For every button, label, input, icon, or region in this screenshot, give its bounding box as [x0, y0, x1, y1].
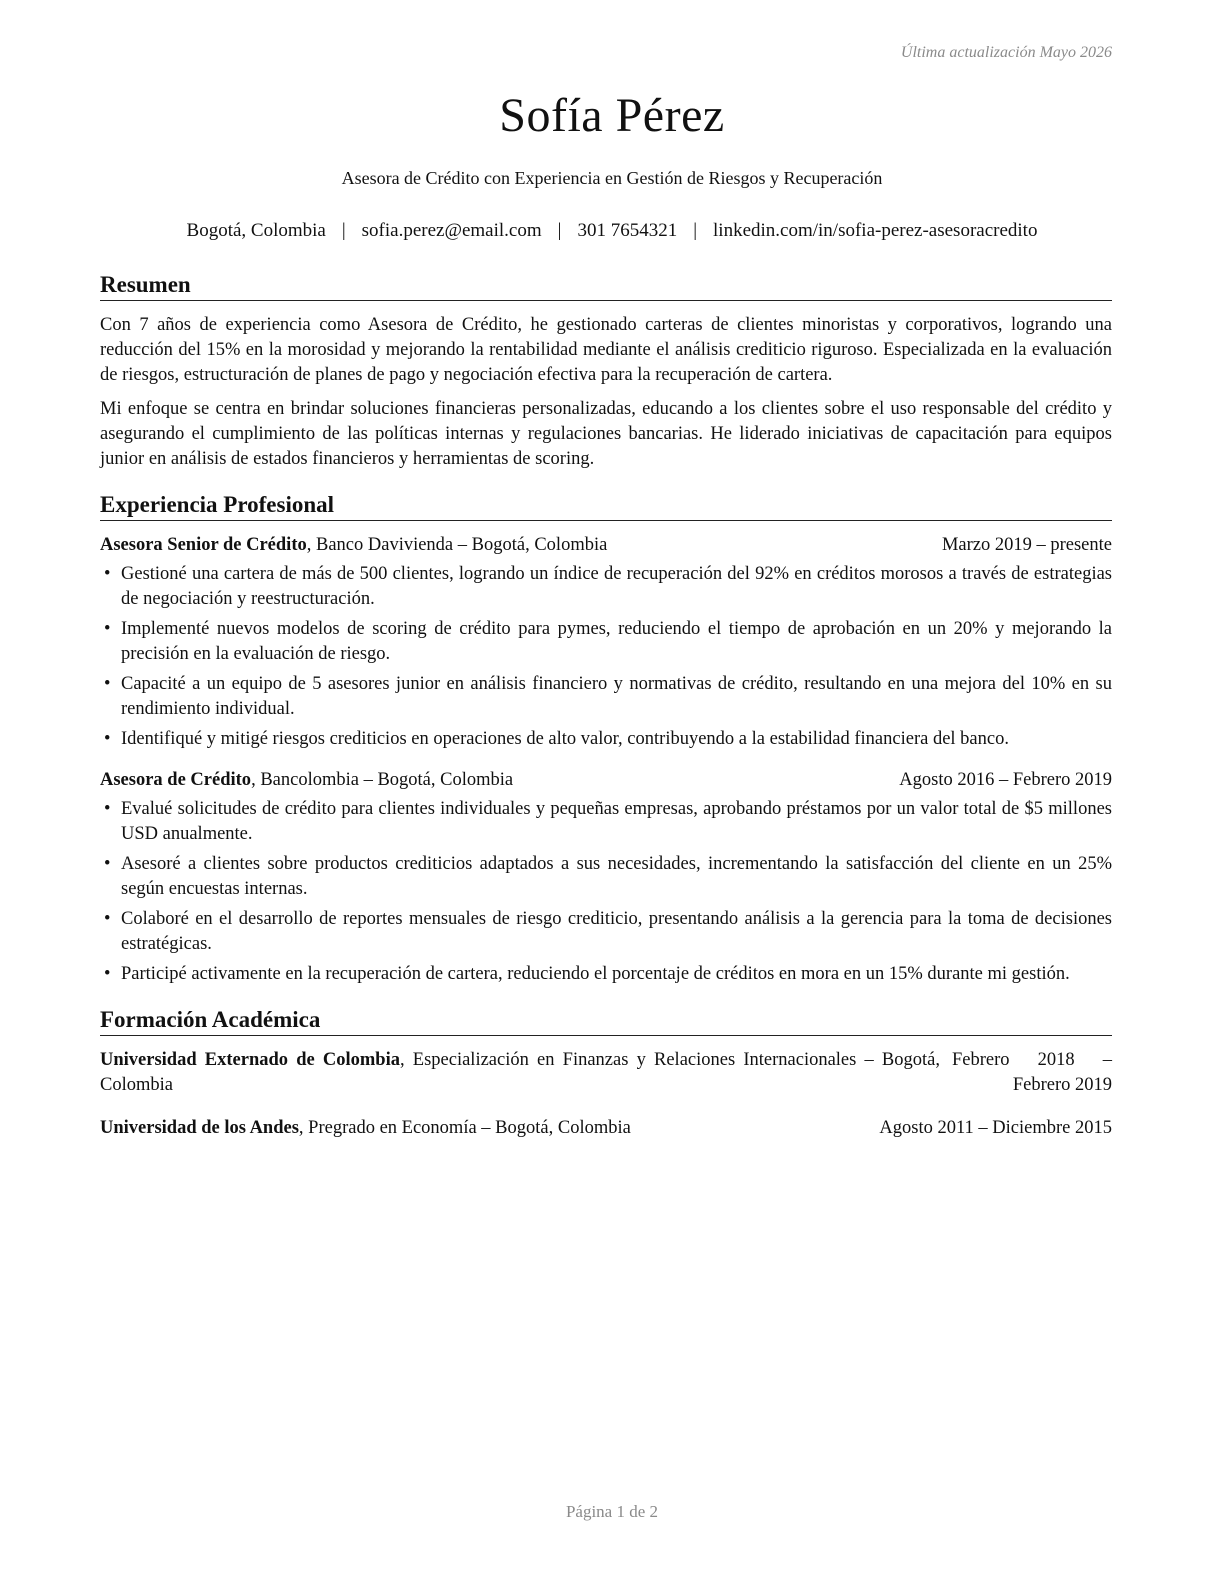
- education-institution: Universidad de los Andes: [100, 1118, 299, 1138]
- contact-separator: |: [341, 220, 346, 241]
- job-bullets: [100, 797, 1112, 987]
- contact-separator: |: [557, 220, 562, 241]
- list-item: [100, 907, 1112, 957]
- education-header: [100, 1048, 1112, 1098]
- contact-line: [0, 220, 1224, 242]
- job-role: Asesora de Crédito: [100, 770, 252, 790]
- education-detail: , Especialización en Finanzas y Relaciones Internacionales – Bogotá, Colombia: [100, 1050, 940, 1095]
- bullet-icon: •: [104, 729, 111, 749]
- job-title-line: [100, 768, 869, 793]
- education-institution: Universidad Externado de Colombia: [100, 1050, 400, 1070]
- bullet-text: Participé activamente en la recuperación de cartera, reduciendo el porcentaje de créditos en mora en un 15% durante mi gestión.: [121, 964, 1070, 984]
- job-role: Asesora Senior de Crédito: [100, 535, 307, 555]
- section-title-experience: Experiencia Profesional: [100, 490, 1112, 521]
- list-item: [100, 727, 1112, 752]
- bullet-text: Asesoré a clientes sobre productos crediticios adaptados a sus necesidades, incrementando la satisfacción del cliente en un 25% según encuestas internas.: [121, 854, 1112, 899]
- job-company: , Bancolombia – Bogotá, Colombia: [251, 770, 514, 790]
- job-entry: [100, 533, 1112, 752]
- candidate-name: Sofía Pérez: [499, 89, 725, 142]
- headline: Asesora de Crédito con Experiencia en Gestión de Riesgos y Recuperación: [341, 168, 883, 188]
- summary-paragraph: Con 7 años de experiencia como Asesora de Crédito, he gestionado carteras de clientes minoristas y corporativos, logrando una reducción del 15% en la morosidad y mejorando la rentabilidad mediante el análisis crediticio riguroso. Especializada en la evaluación de riesgos, estructuración de planes de pago y negociación efectiva para la recuperación de cartera.: [100, 315, 1112, 385]
- list-item: [100, 962, 1112, 987]
- list-item: [100, 852, 1112, 902]
- resume-body: [100, 270, 1112, 1159]
- bullet-icon: •: [104, 799, 111, 819]
- job-bullets: [100, 562, 1112, 752]
- job-dates: Marzo 2019 – presente: [941, 535, 1112, 555]
- last-updated: Última actualización Mayo 2026: [900, 44, 1112, 61]
- bullet-icon: •: [104, 619, 111, 639]
- education-entry: [100, 1116, 1112, 1141]
- education-dates: Febrero 2018 – Febrero 2019: [952, 1050, 1112, 1095]
- bullet-text: Identifiqué y mitigé riesgos crediticios en operaciones de alto valor, contribuyendo a la estabilidad financiera del banco.: [121, 729, 1009, 749]
- job-dates: Agosto 2016 – Febrero 2019: [899, 770, 1112, 790]
- bullet-icon: •: [104, 964, 111, 984]
- bullet-text: Implementé nuevos modelos de scoring de crédito para pymes, reduciendo el tiempo de aprobación en un 20% y mejorando la precisión en la evaluación de riesgo.: [121, 619, 1112, 664]
- bullet-text: Colaboré en el desarrollo de reportes mensuales de riesgo crediticio, presentando análisis a la gerencia para la toma de decisiones estratégicas.: [121, 909, 1112, 954]
- bullet-text: Capacité a un equipo de 5 asesores junior en análisis financiero y normativas de crédito, resultando en una mejora del 10% en su rendimiento individual.: [121, 674, 1112, 719]
- job-entry: [100, 768, 1112, 987]
- summary-section: [100, 270, 1112, 472]
- job-title-line: [100, 533, 932, 558]
- list-item: [100, 562, 1112, 612]
- education-detail: , Pregrado en Economía – Bogotá, Colombia: [298, 1118, 631, 1138]
- job-header: [100, 533, 1112, 558]
- education-section: [100, 1005, 1112, 1141]
- summary-paragraph: Mi enfoque se centra en brindar soluciones financieras personalizadas, educando a los clientes sobre el uso responsable del crédito y asegurando el cumplimiento de las políticas internas y regulaciones bancarias. He liderado iniciativas de capacitación para equipos junior en análisis de estados financieros y herramientas de scoring.: [100, 399, 1112, 469]
- list-item: [100, 797, 1112, 847]
- education-title-line: [100, 1048, 942, 1098]
- bullet-icon: •: [104, 854, 111, 874]
- section-title-summary: Resumen: [100, 270, 1112, 301]
- education-dates: Agosto 2011 – Diciembre 2015: [879, 1118, 1112, 1138]
- education-title-line: [100, 1116, 869, 1141]
- bullet-icon: •: [104, 674, 111, 694]
- bullet-icon: •: [104, 909, 111, 929]
- list-item: [100, 672, 1112, 722]
- bullet-text: Evalué solicitudes de crédito para clientes individuales y pequeñas empresas, aprobando préstamos por un valor total de $5 millones USD anualmente.: [121, 799, 1112, 844]
- contact-location: Bogotá, Colombia: [186, 220, 326, 241]
- job-company: , Banco Davivienda – Bogotá, Colombia: [306, 535, 608, 555]
- education-entry: [100, 1048, 1112, 1098]
- contact-separator: |: [693, 220, 698, 241]
- list-item: [100, 617, 1112, 667]
- job-header: [100, 768, 1112, 793]
- section-title-education: Formación Académica: [100, 1005, 1112, 1036]
- contact-linkedin[interactable]: linkedin.com/in/sofia-perez-asesoracredito: [713, 220, 1038, 241]
- experience-section: [100, 490, 1112, 987]
- contact-email[interactable]: sofia.perez@email.com: [361, 220, 542, 241]
- bullet-text: Gestioné una cartera de más de 500 clientes, logrando un índice de recuperación del 92% en créditos morosos a través de estrategias de negociación y reestructuración.: [121, 564, 1112, 609]
- education-header: [100, 1116, 1112, 1141]
- bullet-icon: •: [104, 564, 111, 584]
- contact-phone: 301 7654321: [577, 220, 678, 241]
- page-number: Página 1 de 2: [565, 1502, 659, 1521]
